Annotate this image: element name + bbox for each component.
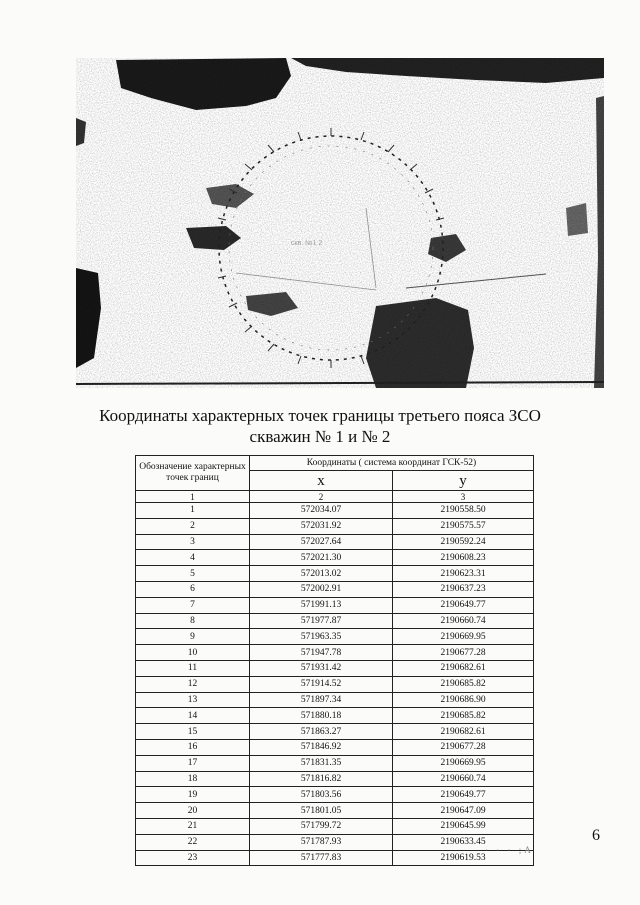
document-title: [0, 405, 640, 447]
coordinates-header: Координаты ( система координат ГСК-52): [250, 456, 534, 471]
point-cell: 11: [136, 660, 250, 676]
table-row: [136, 597, 534, 613]
y-cell: 2190682.61: [393, 724, 534, 740]
table-row: [136, 676, 534, 692]
x-cell: 572027.64: [250, 534, 393, 550]
table-row: [136, 660, 534, 676]
point-cell: 20: [136, 803, 250, 819]
x-cell: 571777.83: [250, 850, 393, 866]
table-row: [136, 755, 534, 771]
boundary-map-image: [76, 58, 604, 388]
table-row: [136, 503, 534, 519]
y-cell: 2190647.09: [393, 803, 534, 819]
column-number-row: [136, 491, 534, 503]
point-cell: 6: [136, 581, 250, 597]
x-cell: 571816.82: [250, 771, 393, 787]
table-row: [136, 692, 534, 708]
x-cell: 572013.02: [250, 566, 393, 582]
y-cell: 2190677.28: [393, 645, 534, 661]
table-row: [136, 550, 534, 566]
coordinates-table: [135, 455, 534, 866]
x-cell: 571863.27: [250, 724, 393, 740]
x-cell: 571914.52: [250, 676, 393, 692]
table-row: [136, 724, 534, 740]
y-cell: 2190669.95: [393, 629, 534, 645]
y-cell: 2190649.77: [393, 597, 534, 613]
x-cell: 571947.78: [250, 645, 393, 661]
x-cell: 571880.18: [250, 708, 393, 724]
y-cell: 2190685.82: [393, 708, 534, 724]
x-cell: 572002.91: [250, 581, 393, 597]
x-cell: 571897.34: [250, 692, 393, 708]
y-cell: 2190660.74: [393, 613, 534, 629]
x-cell: 571787.93: [250, 834, 393, 850]
column-number-1: 1: [136, 491, 250, 503]
y-cell: 2190682.61: [393, 660, 534, 676]
y-cell: 2190575.57: [393, 518, 534, 534]
y-header: y: [393, 471, 534, 491]
point-cell: 15: [136, 724, 250, 740]
point-cell: 9: [136, 629, 250, 645]
y-cell: 2190660.74: [393, 771, 534, 787]
y-cell: 2190637.23: [393, 581, 534, 597]
x-cell: 571803.56: [250, 787, 393, 803]
page-number: 6: [592, 827, 600, 844]
svg-text:скв. №1 2: скв. №1 2: [291, 240, 323, 247]
y-cell: 2190619.53: [393, 850, 534, 866]
table-row: [136, 818, 534, 834]
point-cell: 17: [136, 755, 250, 771]
x-cell: 571931.42: [250, 660, 393, 676]
x-cell: 571799.72: [250, 818, 393, 834]
x-cell: 571846.92: [250, 739, 393, 755]
point-cell: 18: [136, 771, 250, 787]
x-cell: 572021.30: [250, 550, 393, 566]
x-cell: 571991.13: [250, 597, 393, 613]
point-cell: 8: [136, 613, 250, 629]
x-cell: 571963.35: [250, 629, 393, 645]
column-number-2: 2: [250, 491, 393, 503]
y-cell: 2190669.95: [393, 755, 534, 771]
point-cell: 22: [136, 834, 250, 850]
table-row: [136, 787, 534, 803]
y-cell: 2190649.77: [393, 787, 534, 803]
title-line-1: Координаты характерных точек границы третьего пояса ЗСО: [99, 406, 541, 425]
y-cell: 2190623.31: [393, 566, 534, 582]
table-row: [136, 850, 534, 866]
table-row: [136, 566, 534, 582]
scan-artifact-mark: · · · ;A: [485, 845, 534, 855]
table-row: [136, 629, 534, 645]
point-designation-header: Обозначение характерных точек границ: [136, 456, 250, 491]
title-line-2: скважин № 1 и № 2: [249, 427, 391, 446]
column-number-3: 3: [393, 491, 534, 503]
point-cell: 2: [136, 518, 250, 534]
y-cell: 2190592.24: [393, 534, 534, 550]
x-header: x: [250, 471, 393, 491]
point-cell: 5: [136, 566, 250, 582]
table-row: [136, 803, 534, 819]
point-cell: 19: [136, 787, 250, 803]
table-row: [136, 739, 534, 755]
x-cell: 572034.07: [250, 503, 393, 519]
x-cell: 571977.87: [250, 613, 393, 629]
table-row: [136, 708, 534, 724]
point-cell: 1: [136, 503, 250, 519]
point-cell: 4: [136, 550, 250, 566]
y-cell: 2190608.23: [393, 550, 534, 566]
table-row: [136, 645, 534, 661]
point-cell: 12: [136, 676, 250, 692]
point-cell: 10: [136, 645, 250, 661]
point-cell: 13: [136, 692, 250, 708]
point-cell: 3: [136, 534, 250, 550]
y-cell: 2190645.99: [393, 818, 534, 834]
table-row: [136, 834, 534, 850]
table-row: [136, 534, 534, 550]
point-cell: 7: [136, 597, 250, 613]
point-cell: 23: [136, 850, 250, 866]
table-row: [136, 581, 534, 597]
point-cell: 14: [136, 708, 250, 724]
x-cell: 571831.35: [250, 755, 393, 771]
y-cell: 2190685.82: [393, 676, 534, 692]
x-cell: 572031.92: [250, 518, 393, 534]
x-cell: 571801.05: [250, 803, 393, 819]
table-row: [136, 613, 534, 629]
table-row: [136, 518, 534, 534]
table-row: [136, 771, 534, 787]
y-cell: 2190686.90: [393, 692, 534, 708]
y-cell: 2190633.45: [393, 834, 534, 850]
y-cell: 2190677.28: [393, 739, 534, 755]
y-cell: 2190558.50: [393, 503, 534, 519]
point-cell: 21: [136, 818, 250, 834]
point-cell: 16: [136, 739, 250, 755]
